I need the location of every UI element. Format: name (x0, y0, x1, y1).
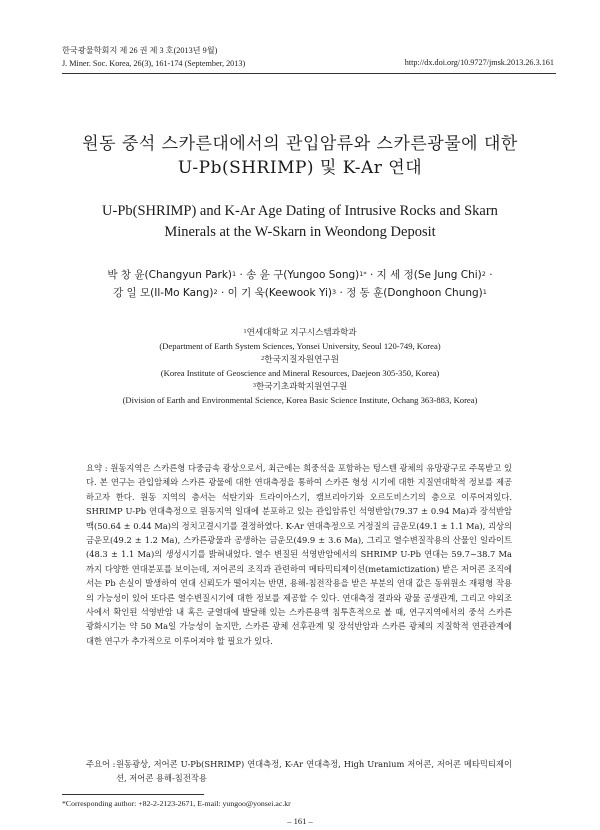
author-separator: · (489, 269, 493, 281)
title-korean-line2: U-Pb(SHRIMP) 및 K-Ar 연대 (177, 158, 423, 178)
keywords-text: 원동광상, 저어콘 U-Pb(SHRIMP) 연대측정, K-Ar 연대측정, High Uranium 저어콘, 저어콘 메타믹티제이션, 저어콘 용해-침전작용 (116, 759, 512, 784)
title-english-line1: U-Pb(SHRIMP) and K-Ar Age Dating of Intrusive Rocks and Skarn (102, 203, 498, 219)
affil-1-english: (Department of Earth System Sciences, Yonsei University, Seoul 120-749, Korea) (159, 340, 441, 351)
author-1-affil: 1 (232, 270, 237, 278)
author-separator: · (239, 269, 243, 281)
footnote-rule (62, 794, 204, 795)
title-korean-line1: 원동 중석 스카른대에서의 관입암류와 스카른광물에 대한 (82, 134, 518, 154)
affil-2-korean: 한국지질자원연구원 (264, 354, 339, 364)
author-5: 이 기 욱(Keewook Yi) (227, 287, 333, 299)
author-separator: · (369, 269, 374, 281)
abstract-text: 원동지역은 스카른형 다중금속 광상으로서, 최근에는 희중석을 포함하는 텅스텐 광체의 유망광구로 주목받고 있다. 본 연구는 관입암체와 스카른 광물에 대한 연대측정을 통하여 스카른 형성 시기에 대한 지질연대학적 정보를 제공하고자 한다. 원동 지역의 층서는 석탄기와 트라이아스기, 캠브리아기와 오르도비스기의 층으로 이루어져있다. SHRIMP U-Pb 연대측정으로 원동지역 일대에 분포하고 있는 관입암류인 석영반암(79.37 ± 0.94 Ma)과 장석반암맥(50.64 ± 0.44 Ma)의 정치고결시기를 결정하였다. K-Ar 연대측정으로 거정질의 금운모(49.1 ± 1.1 Ma), 괴상의 금운모(49.2 ± 1.2 Ma), 스카른광물과 공생하는 금운모(49.9 ± 3.6 Ma), 그리고 열수변질작용의 산물인 일라이트(48.3 ± 1.1 Ma)의 생성시기를 밝혀내었다. 열수 변질된 석영반암에서의 SHRIMP U-Pb 연대는 59.7~38.7 Ma까지 다양한 연대분포를 보이는데, 저어콘의 조직과 관련하여 메타믹티제이션(metamictization) 받은 저어콘 조직에서는 Pb 손실이 발생하여 연대 신뢰도가 떨어지는 반면, 용해-침전작용을 받은 부분의 연대 값은 동위원소 재평형 작용의 가능성이 있어 또다른 열수변질시기에 대한 정보를 제공할 수 있다. 연대측정 결과와 광물 공생관계, 그리고 야외조사에서 확인된 석영반암 내 혹은 균열대에 발달해 있는 스카른용액 침투흔적으로 볼 때, 연구지역에서의 중석 스카른 광화시기는 약 50 Ma일 가능성이 높지만, 스카른 광체 선후관계 및 장석반암과 스카른 광체의 지질학적 연관관계에 대한 연구가 추가적으로 이루어져야 할 필요가 있다. (86, 463, 512, 646)
author-5-affil: 3 (332, 288, 337, 296)
affiliations (0, 326, 600, 407)
title-english (0, 201, 600, 243)
doi-link[interactable]: http://dx.doi.org/10.9727/jmsk.2013.26.3.161 (404, 58, 554, 67)
author-6: 정 동 훈(Donghoon Chung) (346, 287, 483, 299)
author-6-affil: 1 (482, 288, 487, 296)
author-1: 박 창 윤(Changyun Park) (107, 269, 232, 281)
page-number: – 161 – (287, 816, 313, 826)
author-separator: · (339, 287, 343, 299)
header-rule (62, 73, 556, 74)
affil-3-korean: 한국기초과학지원연구원 (255, 381, 348, 391)
corresponding-author-footnote: *Corresponding author: +82-2-2123-2671, E-mail: yungoo@yonsei.ac.kr (62, 799, 291, 808)
author-3: 지 세 정(Se Jung Chi) (376, 269, 482, 281)
author-separator: · (220, 287, 225, 299)
author-3-affil: 2 (481, 270, 486, 278)
author-2: 송 윤 구(Yungoo Song) (246, 269, 360, 281)
title-korean (0, 132, 600, 180)
author-4: 강 일 모(Il-Mo Kang) (113, 287, 214, 299)
affil-2-number: 2 (261, 355, 265, 362)
affil-3-english: (Division of Earth and Environmental Science, Korea Basic Science Institute, Ochang 363-883, Korea) (122, 394, 478, 405)
journal-header-korean: 한국광물학회지 제 26 권 제 3 호(2013년 9월) (62, 46, 218, 55)
journal-citation: J. Miner. Soc. Korea, 26(3), 161-174 (September, 2013) (62, 59, 246, 68)
affil-1-number: 1 (243, 328, 247, 335)
abstract (86, 461, 512, 648)
author-4-affil: 2 (213, 288, 218, 296)
author-2-affil: 1* (359, 270, 367, 278)
affil-1-korean: 연세대학교 지구시스템과학과 (246, 327, 357, 337)
affil-2-english: (Korea Institute of Geoscience and Mineral Resources, Daejeon 305-350, Korea) (160, 367, 440, 378)
author-list (0, 266, 600, 302)
abstract-label: 요약 : (86, 463, 111, 473)
keywords-label: 주요어 : (86, 759, 116, 769)
affil-3-number: 3 (252, 382, 256, 389)
title-english-line2: Minerals at the W-Skarn in Weondong Deposit (164, 224, 436, 240)
